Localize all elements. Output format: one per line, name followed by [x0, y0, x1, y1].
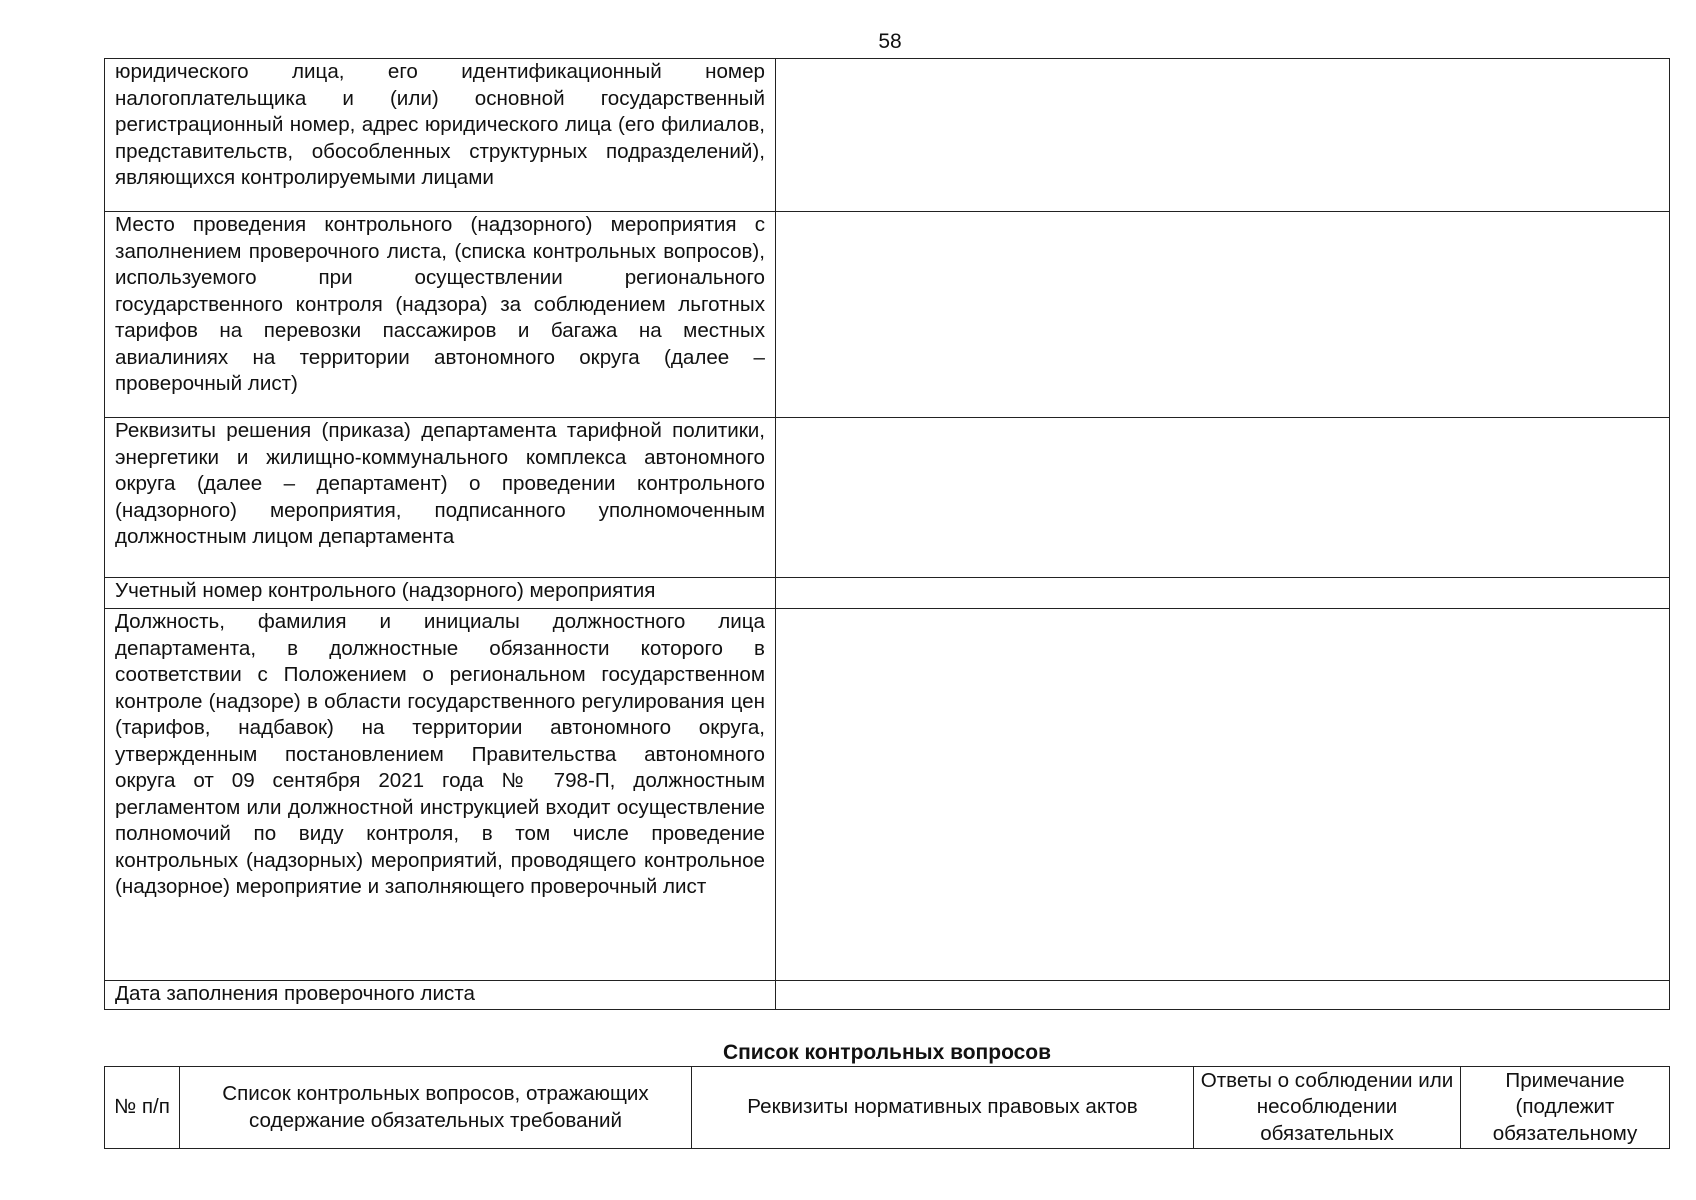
row-label-registration-number: Учетный номер контрольного (надзорного) мероприятия [105, 578, 776, 609]
row-label-inspection-place: Место проведения контрольного (надзорного) мероприятия с заполнением проверочного листа, (списка контрольных вопросов), используемого при осуществлении регионального государственного контроля (надзора) за соблюдением льготных тарифов на перевозки пассажиров и багажа на местных авиалиниях на территории автономного округа (далее – проверочный лист) [105, 212, 776, 418]
row-value-decision-details[interactable] [776, 418, 1670, 578]
header-note: Примечание (подлежит обязательному [1461, 1067, 1670, 1149]
section-title: Список контрольных вопросов [722, 1041, 1052, 1064]
table-row [105, 59, 1670, 212]
table-row [105, 981, 1670, 1010]
row-value-registration-number[interactable] [776, 578, 1670, 609]
table-row [105, 212, 1670, 418]
row-label-legal-entity: юридического лица, его идентификационный номер налогоплательщика и (или) основной государственный регистрационный номер, адрес юридического лица (его филиалов, представительств, обособленных структурных подразделений), являющихся контролируемыми лицами [105, 59, 776, 212]
row-label-fill-date: Дата заполнения проверочного листа [105, 981, 776, 1010]
inspection-info-table [104, 58, 1670, 1010]
row-value-official-position[interactable] [776, 609, 1670, 981]
header-questions-list: Список контрольных вопросов, отражающих содержание обязательных требований [180, 1067, 692, 1149]
header-number: № п/п [105, 1067, 180, 1149]
header-legal-acts: Реквизиты нормативных правовых актов [692, 1067, 1194, 1149]
table-row [105, 609, 1670, 981]
row-label-official-position: Должность, фамилия и инициалы должностного лица департамента, в должностные обязанности которого в соответствии с Положением о региональном государственном контроле (надзоре) в области государственного регулирования цен (тарифов, надбавок) на территории автономного округа, утвержденным постановлением Правительства автономного округа от 09 сентября 2021 года № 798-П, должностным регламентом или должностной инструкцией входит осуществление полномочий по виду контроля, в том числе проведение контрольных (надзорных) мероприятий, проводящего контрольное (надзорное) мероприятие и заполняющего проверочный лист [105, 609, 776, 981]
row-label-decision-details: Реквизиты решения (приказа) департамента тарифной политики, энергетики и жилищно-коммунального комплекса автономного округа (далее – департамент) о проведении контрольного (надзорного) мероприятия, подписанного уполномоченным должностным лицом департамента [105, 418, 776, 578]
table-header-row [105, 1067, 1670, 1149]
page-number: 58 [878, 30, 902, 53]
row-value-fill-date[interactable] [776, 981, 1670, 1010]
table-row [105, 418, 1670, 578]
row-value-legal-entity[interactable] [776, 59, 1670, 212]
header-compliance-answers: Ответы о соблюдении или несоблюдении обязательных [1194, 1067, 1461, 1149]
control-questions-table [104, 1066, 1670, 1149]
table-row [105, 578, 1670, 609]
row-value-inspection-place[interactable] [776, 212, 1670, 418]
